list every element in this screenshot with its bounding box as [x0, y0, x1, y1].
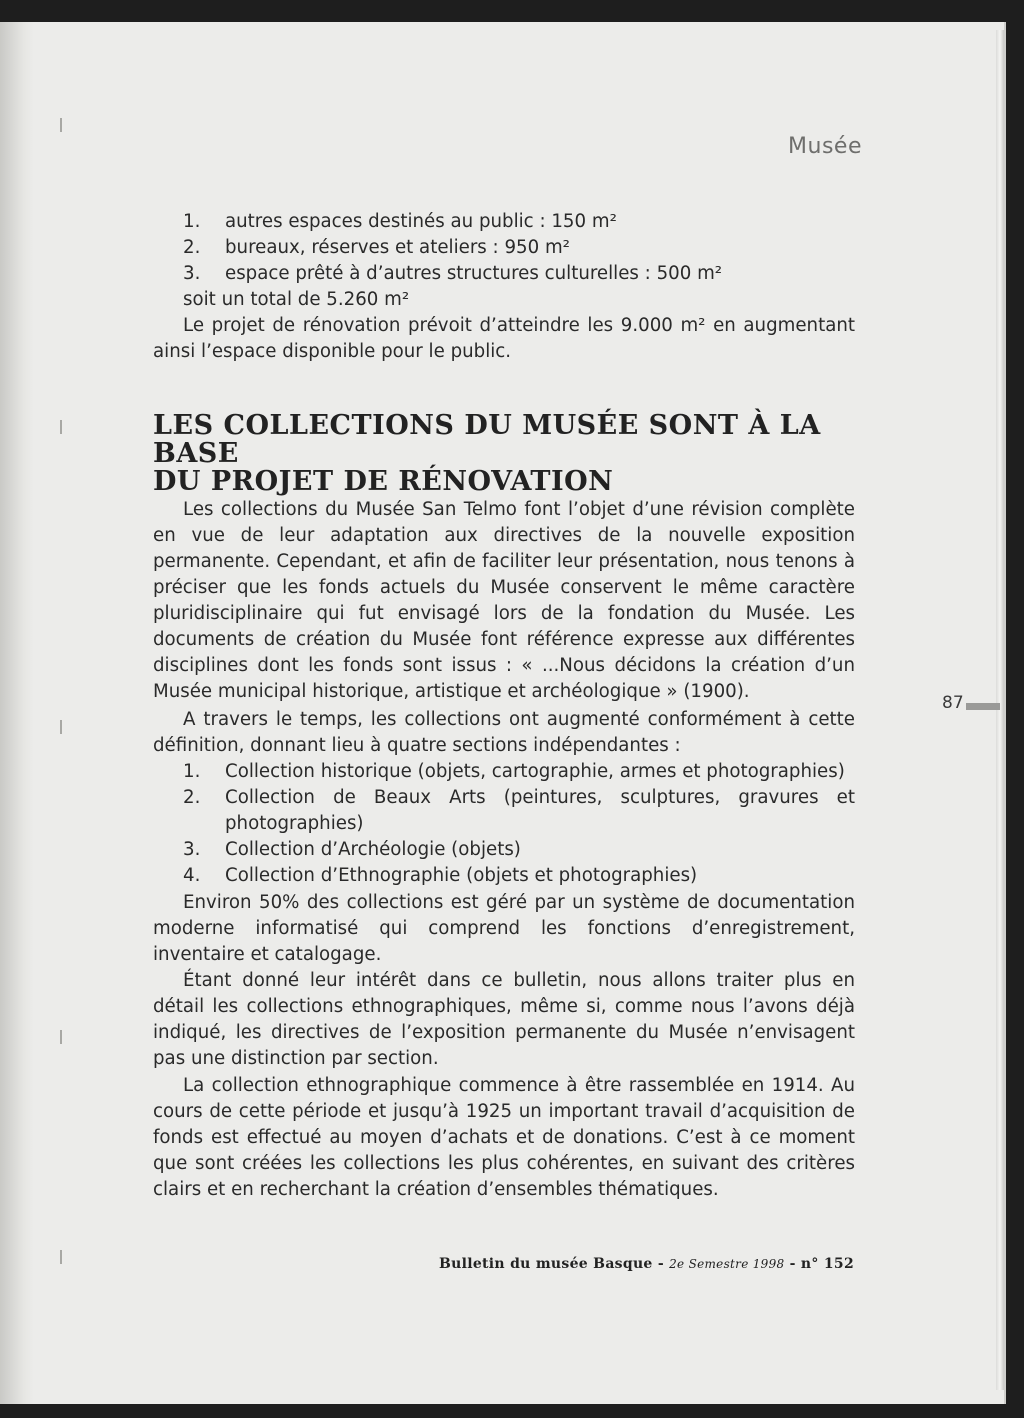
- body-block: [153, 497, 855, 705]
- footer-edition: 2e Semestre 1998: [669, 1257, 785, 1271]
- binding-stitch: [60, 118, 62, 132]
- paragraph: A travers le temps, les collections ont augmenté conformément à cette définition, donnant lieu à quatre sections indépendantes :: [153, 709, 855, 756]
- body-block: [153, 1073, 855, 1203]
- page-number: 87: [942, 693, 964, 713]
- footer: [439, 1256, 854, 1272]
- list-item: 1. Collection historique (objets, cartographie, armes et photographies): [183, 761, 845, 782]
- list-item: 1. autres espaces destinés au public : 150 m²: [183, 211, 617, 232]
- body-block: [153, 968, 855, 1072]
- total-line: soit un total de 5.260 m²: [183, 289, 410, 310]
- paragraph: Les collections du Musée San Telmo font l’objet d’une révision complète en vue de leur adaptation aux directives de la nouvelle exposition permanente. Cependant, et afin de faciliter leur présentation, nous tenons à préciser que les fonds actuels du Musée conservent le même caractère pluridisciplinaire qui fut envisagé lors de la fondation du Musée. Les documents de création du Musée font référence expresse aux différentes disciplines dont les fonds sont issus : « ...Nous décidons la création d’un Musée municipal historique, artistique et archéologique » (1900).: [153, 499, 855, 702]
- list-item: 2. Collection de Beaux Arts (peintures, sculptures, gravures et photographies): [183, 787, 855, 834]
- sections-list: [153, 759, 855, 889]
- list-item: 2. bureaux, réserves et ateliers : 950 m²: [183, 237, 570, 258]
- paragraph: La collection ethnographique commence à être rassemblée en 1914. Au cours de cette période et jusqu’à 1925 un important travail d’acquisition de fonds est effectué au moyen d’achats et de donations. C’est à ce moment que sont créées les collections les plus cohérentes, en suivant des critères clairs et en recherchant la création d’ensembles thématiques.: [153, 1075, 855, 1200]
- binding-gutter: [0, 22, 34, 1404]
- heading-line-1: LES COLLECTIONS DU MUSÉE SONT À LA BASE: [153, 410, 821, 469]
- footer-separator: -: [652, 1256, 670, 1272]
- renovation-paragraph: Le projet de rénovation prévoit d’atteindre les 9.000 m² en augmentant ainsi l’espace disponible pour le public.: [153, 315, 855, 362]
- paragraph: Environ 50% des collections est géré par un système de documentation moderne informatisé qui comprend les fonctions d’enregistrement, inventaire et catalogage.: [153, 892, 855, 965]
- footer-separator: -: [784, 1256, 801, 1272]
- section-heading: [153, 412, 853, 496]
- body-block: [153, 890, 855, 968]
- footer-bulletin: Bulletin du musée Basque: [438, 1256, 653, 1272]
- list-item: 3. espace prêté à d’autres structures culturelles : 500 m²: [183, 263, 723, 284]
- binding-stitch: [60, 1030, 62, 1044]
- list-item: 3. Collection d’Archéologie (objets): [183, 839, 521, 860]
- page-edge: [996, 30, 1004, 1390]
- running-head: Musée: [788, 134, 862, 159]
- footer-number: n° 152: [800, 1256, 854, 1272]
- heading-line-2: DU PROJET DE RÉNOVATION: [153, 466, 614, 497]
- binding-stitch: [60, 1250, 62, 1264]
- paragraph: Étant donné leur intérêt dans ce bulletin, nous allons traiter plus en détail les collections ethnographiques, même si, comme nous l’avons déjà indiqué, les directives de l’exposition permanente du Musée n’envisagent pas une distinction par section.: [153, 970, 855, 1069]
- binding-stitch: [60, 420, 62, 434]
- list-item: 4. Collection d’Ethnographie (objets et photographies): [183, 865, 698, 886]
- intro-block: [153, 209, 855, 365]
- binding-stitch: [60, 720, 62, 734]
- sections-block: [153, 707, 855, 889]
- page-number-marker: [966, 703, 1000, 710]
- intro-list: [153, 209, 855, 287]
